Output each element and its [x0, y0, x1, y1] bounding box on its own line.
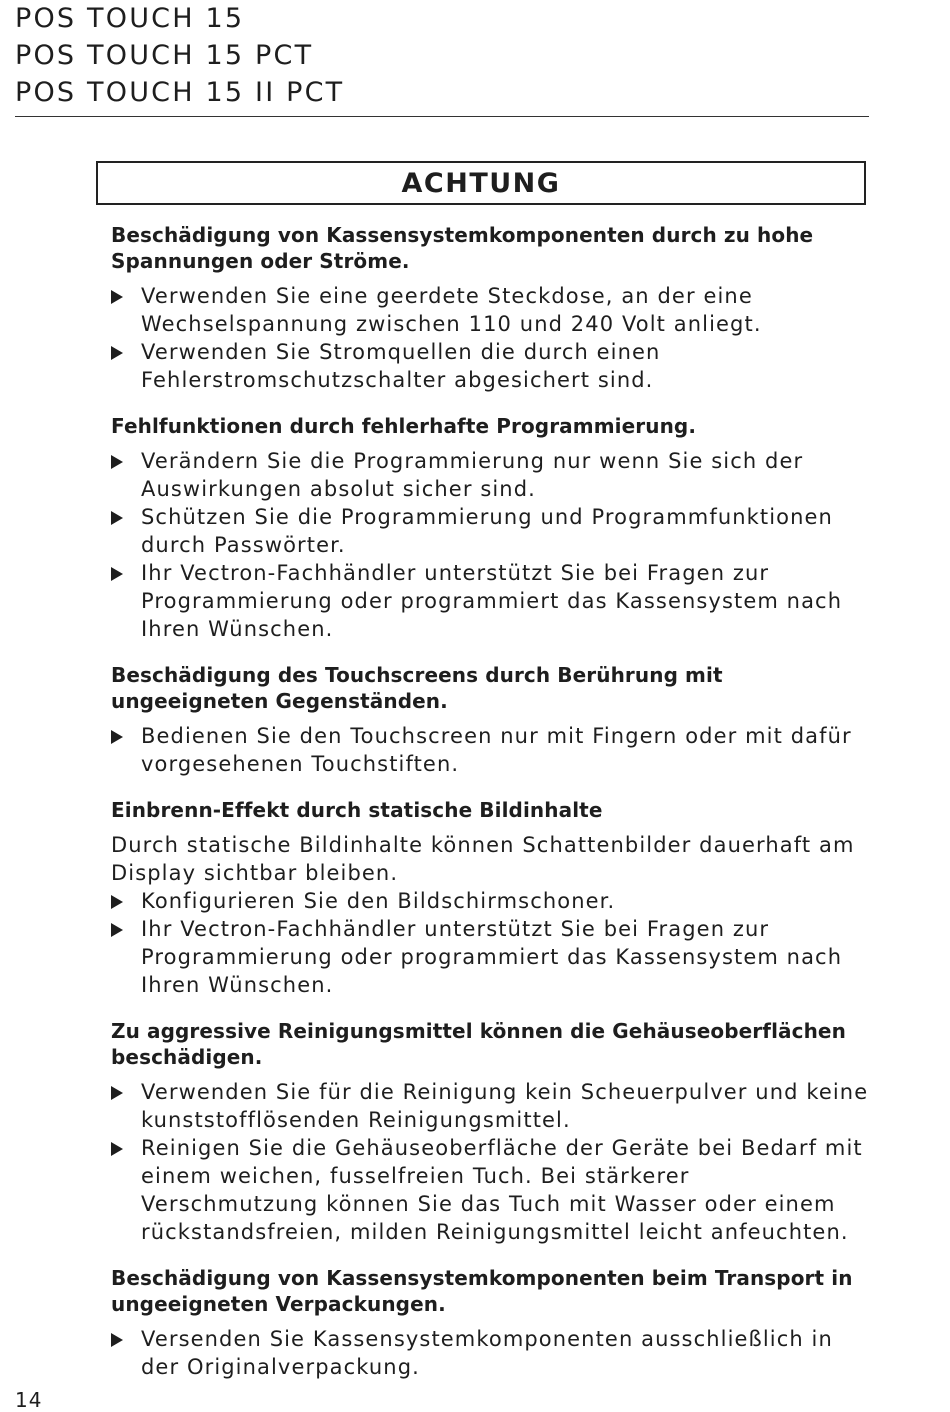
bullet-item [111, 1325, 871, 1381]
warning-section [111, 413, 871, 643]
bullet-item [111, 503, 871, 559]
warning-section [111, 222, 871, 394]
triangle-bullet-icon [111, 346, 123, 360]
triangle-bullet-icon [111, 567, 123, 581]
triangle-bullet-icon [111, 290, 123, 304]
bullet-text: Verwenden Sie eine geerdete Steckdose, an der eine Wechselspannung zwischen 110 und 240 Volt anliegt. [141, 284, 762, 336]
warning-notice-box [96, 161, 866, 205]
warning-section [111, 797, 871, 999]
triangle-bullet-icon [111, 511, 123, 525]
section-intro: Durch statische Bildinhalte können Schattenbilder dauerhaft am Display sichtbar bleiben. [111, 833, 855, 885]
product-name-line: POS TOUCH 15 [15, 3, 245, 34]
warning-section [111, 662, 871, 778]
bullet-text: Schützen Sie die Programmierung und Programmfunktionen durch Passwörter. [141, 505, 833, 557]
warning-content [111, 222, 871, 1400]
bullet-text: Ihr Vectron-Fachhändler unterstützt Sie bei Fragen zur Programmierung oder programmiert das Kassensystem nach Ihren Wünschen. [141, 917, 843, 997]
bullet-text: Versenden Sie Kassensystemkomponenten ausschließlich in der Originalverpackung. [141, 1327, 833, 1379]
product-name-line: POS TOUCH 15 PCT [15, 40, 314, 71]
warning-title: ACHTUNG [401, 167, 561, 199]
warning-section [111, 1018, 871, 1246]
bullet-text: Verändern Sie die Programmierung nur wenn Sie sich der Auswirkungen absolut sicher sind. [141, 449, 804, 501]
section-title: Einbrenn-Effekt durch statische Bildinhalte [111, 798, 603, 822]
bullet-text: Ihr Vectron-Fachhändler unterstützt Sie bei Fragen zur Programmierung oder programmiert das Kassensystem nach Ihren Wünschen. [141, 561, 843, 641]
triangle-bullet-icon [111, 1333, 123, 1347]
bullet-item [111, 1078, 871, 1134]
bullet-item [111, 559, 871, 643]
triangle-bullet-icon [111, 730, 123, 744]
header-divider [15, 116, 869, 117]
product-name-line: POS TOUCH 15 II PCT [15, 77, 345, 108]
bullet-text: Bedienen Sie den Touchscreen nur mit Fingern oder mit dafür vorgesehenen Touchstiften. [141, 724, 852, 776]
triangle-bullet-icon [111, 895, 123, 909]
bullet-text: Verwenden Sie für die Reinigung kein Scheuerpulver und keine kunststofflösenden Reinigungsmittel. [141, 1080, 869, 1132]
bullet-item [111, 887, 871, 915]
bullet-item [111, 447, 871, 503]
bullet-item [111, 1134, 871, 1246]
triangle-bullet-icon [111, 923, 123, 937]
bullet-item [111, 282, 871, 338]
bullet-item [111, 338, 871, 394]
bullet-item [111, 722, 871, 778]
section-title: Beschädigung von Kassensystemkomponenten durch zu hohe Spannungen oder Ströme. [111, 223, 814, 273]
triangle-bullet-icon [111, 1086, 123, 1100]
section-title: Zu aggressive Reinigungsmittel können die Gehäuseoberflächen beschädigen. [111, 1019, 846, 1069]
bullet-text: Reinigen Sie die Gehäuseoberfläche der Geräte bei Bedarf mit einem weichen, fusselfreien Tuch. Bei stärkerer Verschmutzung können Sie das Tuch mit Wasser oder einem rückstandsfreien, milden Reinigungsmittel leicht anfeuchten. [141, 1136, 863, 1244]
section-title: Beschädigung von Kassensystemkomponenten beim Transport in ungeeigneten Verpackungen. [111, 1266, 853, 1316]
bullet-text: Verwenden Sie Stromquellen die durch einen Fehlerstromschutzschalter abgesichert sind. [141, 340, 661, 392]
bullet-text: Konfigurieren Sie den Bildschirmschoner. [141, 889, 616, 913]
page-number: 14 [15, 1388, 43, 1412]
section-title: Beschädigung des Touchscreens durch Berührung mit ungeeigneten Gegenständen. [111, 663, 723, 713]
bullet-item [111, 915, 871, 999]
document-header [15, 0, 870, 111]
triangle-bullet-icon [111, 455, 123, 469]
triangle-bullet-icon [111, 1142, 123, 1156]
warning-section [111, 1265, 871, 1381]
section-title: Fehlfunktionen durch fehlerhafte Programmierung. [111, 414, 697, 438]
